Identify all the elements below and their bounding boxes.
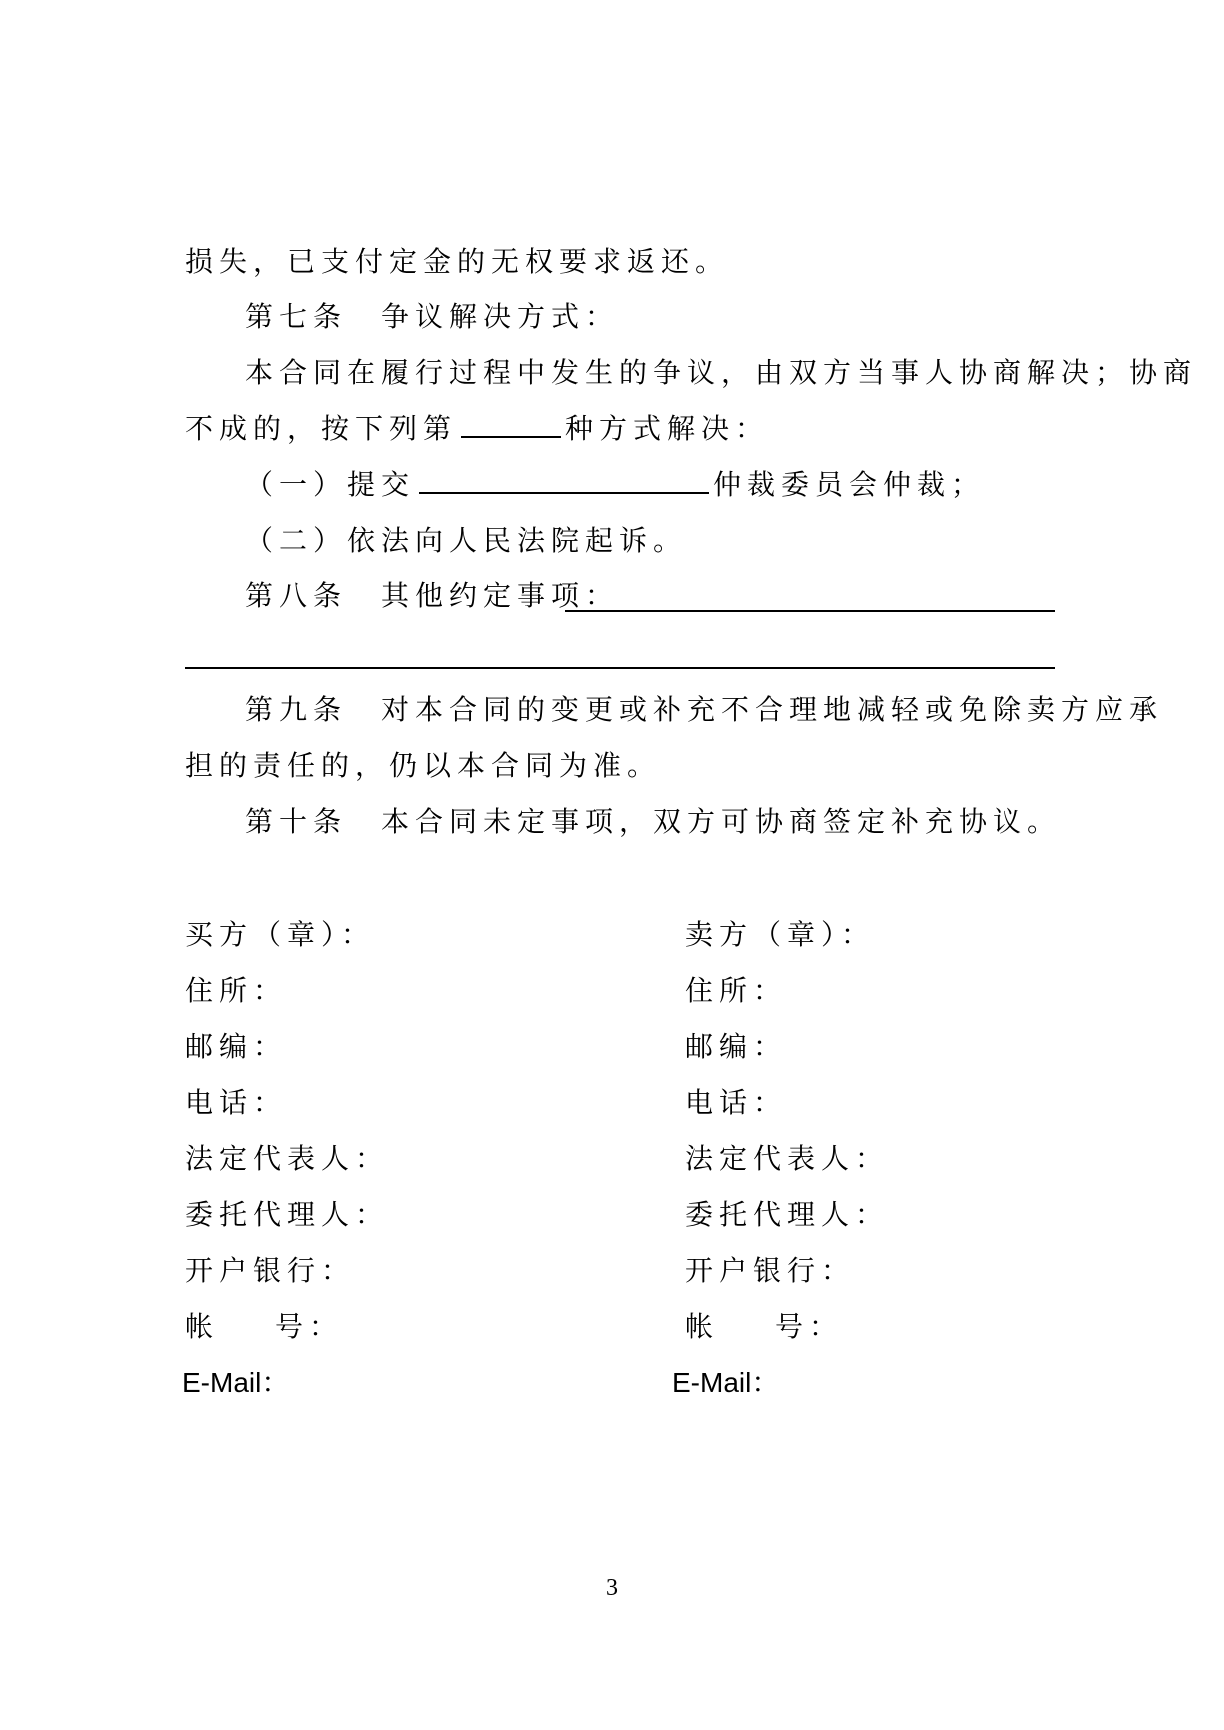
- article-7-paragraph-2-end: 种方式解决：: [565, 412, 770, 445]
- seller-legal-rep-label: 法定代表人：: [685, 1142, 890, 1175]
- option-1-end: 仲裁委员会仲裁；: [713, 468, 986, 501]
- article-10: 第十条 本合同未定事项，双方可协商签定补充协议。: [245, 805, 1062, 838]
- seller-bank-label: 开户银行：: [685, 1254, 856, 1287]
- article-7-paragraph-1: 本合同在履行过程中发生的争议，由双方当事人协商解决；协商: [245, 356, 1198, 389]
- seller-account-char-1: 帐: [685, 1310, 720, 1343]
- buyer-address-label: 住所：: [185, 974, 288, 1007]
- seller-postcode-label: 邮编：: [685, 1030, 788, 1063]
- buyer-email-label: E-Mail：: [182, 1367, 290, 1398]
- article-8-blank-line-1[interactable]: [565, 610, 1055, 612]
- article-7-title: 第七条 争议解决方式：: [245, 300, 620, 333]
- buyer-account-char-1: 帐: [185, 1310, 220, 1343]
- seller-agent-label: 委托代理人：: [685, 1198, 890, 1231]
- buyer-postcode-label: 邮编：: [185, 1030, 288, 1063]
- seller-email-label: E-Mail：: [672, 1367, 780, 1398]
- seller-address-label: 住所：: [685, 974, 788, 1007]
- seller-title: 卖方（章）：: [685, 918, 876, 951]
- text-line-loss: 损失，已支付定金的无权要求返还。: [185, 245, 730, 278]
- method-number-blank[interactable]: [461, 410, 561, 438]
- article-7-paragraph-2: [185, 409, 1055, 449]
- article-7-paragraph-2-start: 不成的，按下列第: [185, 412, 458, 445]
- buyer-legal-rep-label: 法定代表人：: [185, 1142, 390, 1175]
- seller-account-label: [685, 1307, 843, 1347]
- page-number: 3: [606, 1575, 618, 1601]
- buyer-account-label: [185, 1307, 343, 1347]
- article-9-paragraph-2: 担的责任的，仍以本合同为准。: [185, 749, 662, 782]
- option-1-start: （一）提交: [245, 468, 416, 501]
- buyer-phone-label: 电话：: [185, 1086, 288, 1119]
- article-7-option-1: [245, 465, 1055, 505]
- seller-account-char-2: 号：: [775, 1310, 844, 1343]
- buyer-account-char-2: 号：: [275, 1310, 344, 1343]
- article-7-option-2: （二）依法向人民法院起诉。: [245, 524, 688, 557]
- article-8-blank-line-2[interactable]: [185, 667, 1055, 669]
- article-8-label: 第八条 其他约定事项：: [245, 579, 620, 612]
- buyer-title: 买方（章）：: [185, 918, 376, 951]
- buyer-agent-label: 委托代理人：: [185, 1198, 390, 1231]
- article-9-paragraph-1: 第九条 对本合同的变更或补充不合理地减轻或免除卖方应承: [245, 693, 1164, 726]
- seller-phone-label: 电话：: [685, 1086, 788, 1119]
- buyer-bank-label: 开户银行：: [185, 1254, 356, 1287]
- arbitration-commission-blank[interactable]: [419, 466, 709, 494]
